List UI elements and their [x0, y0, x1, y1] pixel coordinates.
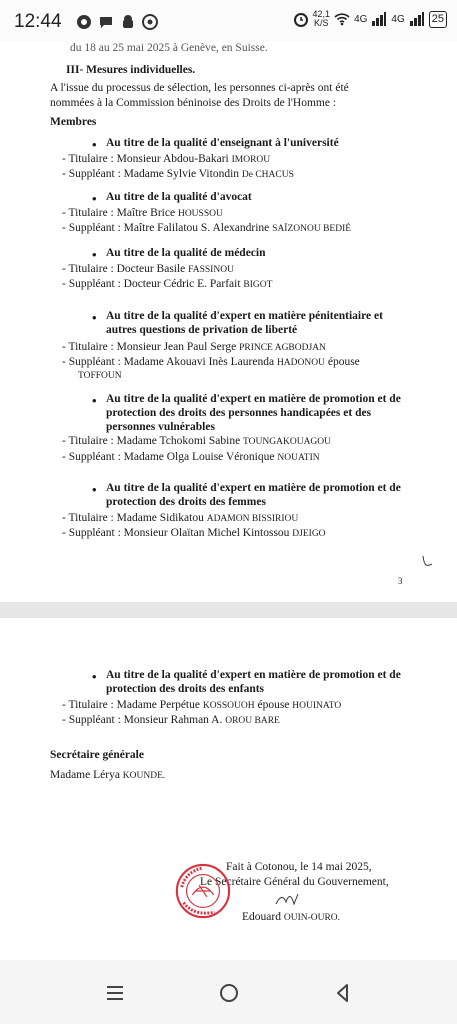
- entry-name: ADAMON BISSIRIOU: [206, 514, 299, 524]
- member-entry: [62, 278, 272, 290]
- whatsapp-icon: [142, 14, 158, 30]
- page-separator: [0, 602, 457, 618]
- entry-label: - Titulaire : Monsieur Jean Paul Serge: [62, 341, 237, 353]
- entry-name: SAÏZONOU BEDIÉ: [272, 224, 352, 234]
- place-date: Fait à Cotonou, le 14 mai 2025,: [226, 861, 372, 873]
- entry-name: KOSSOUOH: [202, 701, 255, 711]
- android-icon: [120, 14, 136, 30]
- entry-label: - Suppléant : Monsieur Rahman A.: [62, 714, 223, 726]
- entry-label: - Suppléant : Monsieur Olaïtan Michel Kintossou: [62, 527, 290, 539]
- entry-label: - Titulaire : Monsieur Abdou-Bakari: [62, 153, 229, 165]
- signature: [272, 888, 312, 908]
- entry-label: - Titulaire : Madame Tchokomi Sabine: [62, 435, 241, 447]
- group-title-penitentiary: • Au titre de la qualité d'expert en matière pénitentiaire et: [106, 310, 383, 322]
- navigation-bar: [0, 960, 457, 1024]
- speed-value: 42,1: [312, 9, 331, 19]
- entry-label: - Suppléant : Madame Sylvie Vitondin: [62, 168, 240, 180]
- speed-unit: K/S: [314, 18, 329, 28]
- intro-line-2: nommées à la Commission béninoise des Droits de l'Homme :: [50, 97, 337, 109]
- network-type-1: 4G: [354, 13, 368, 25]
- entry-name: IMOROU: [231, 155, 271, 165]
- secretary-entry: [50, 769, 165, 781]
- member-entry: [62, 207, 223, 219]
- member-entry: [62, 451, 320, 463]
- group-title-university: • Au titre de la qualité d'enseignant à l'université: [106, 137, 339, 149]
- clock: 12:44: [14, 11, 62, 32]
- member-entry: [62, 699, 341, 711]
- group-title-women: • Au titre de la qualité d'expert en matière de promotion et de: [106, 482, 401, 494]
- member-entry: [62, 168, 294, 180]
- member-entry-cont: TOFFOUN: [78, 371, 122, 381]
- intro-line-1: A l'issue du processus de sélection, les personnes ci-après ont été: [50, 82, 349, 94]
- entry-name: KOUNDE.: [122, 771, 166, 781]
- section-heading: III- Mesures individuelles.: [66, 64, 196, 76]
- member-entry: [62, 222, 351, 234]
- member-entry: [62, 714, 280, 726]
- entry-name: De CHACUS: [241, 170, 294, 180]
- member-entry: [62, 527, 326, 539]
- back-icon[interactable]: [330, 980, 356, 1006]
- entry-label: - Titulaire : Docteur Basile: [62, 263, 186, 275]
- entry-suffix: épouse: [257, 699, 290, 711]
- member-entry: [62, 153, 270, 165]
- entry-name: PRINCE AGBODJAN: [239, 343, 326, 353]
- entry-label: - Suppléant : Madame Akouavi Inès Laurenda: [62, 356, 275, 368]
- signer-last-name: OUIN-OURO.: [283, 913, 341, 923]
- member-entry: [62, 512, 298, 524]
- group-title-disabled: • Au titre de la qualité d'expert en matière de promotion et de: [106, 393, 401, 405]
- group-title-doctor: • Au titre de la qualité de médecin: [106, 247, 266, 259]
- home-icon[interactable]: [216, 980, 242, 1006]
- members-heading: Membres: [50, 116, 97, 128]
- member-entry: [62, 263, 234, 275]
- entry-label: - Titulaire : Maître Brice: [62, 207, 176, 219]
- gallery-icon: [76, 14, 92, 30]
- secretary-heading: Secrétaire générale: [50, 749, 144, 761]
- signer-title: Le Secrétaire Général du Gouvernement,: [200, 876, 389, 888]
- official-stamp: [174, 862, 232, 920]
- group-title-penitentiary-cont: autres questions de privation de liberté: [106, 324, 298, 336]
- network-type-2: 4G: [391, 13, 405, 25]
- entry-name: DJEIGO: [292, 529, 326, 539]
- entry-name: HOUSSOU: [177, 209, 223, 219]
- battery-indicator: 25: [429, 11, 447, 28]
- group-title-women-cont: protection des droits des femmes: [106, 496, 266, 508]
- member-entry: [62, 341, 326, 353]
- entry-name: NOUATIN: [277, 453, 320, 463]
- entry-label: - Suppléant : Madame Olga Louise Véronique: [62, 451, 275, 463]
- signal-icon: [371, 11, 387, 27]
- system-indicators: [293, 10, 447, 28]
- group-title-children-cont: protection des droits des enfants: [106, 683, 265, 695]
- entry-name: HOUINATO: [292, 701, 342, 711]
- entry-name: OROU BARE: [225, 716, 280, 726]
- entry-name: HADONOU: [276, 358, 325, 368]
- entry-label: - Titulaire : Madame Perpétue: [62, 699, 200, 711]
- document-page-3: [0, 42, 457, 602]
- signer-first-name: Edouard: [242, 911, 281, 923]
- entry-name: FASSINOU: [188, 265, 234, 275]
- menu-icon[interactable]: [102, 980, 128, 1006]
- entry-label: - Titulaire : Madame Sidikatou: [62, 512, 204, 524]
- entry-label: - Suppléant : Docteur Cédric E. Parfait: [62, 278, 241, 290]
- alarm-icon: [293, 11, 309, 27]
- entry-name: TOUNGAKOUAGOU: [243, 437, 332, 447]
- cut-line: du 18 au 25 mai 2025 à Genève, en Suisse.: [70, 42, 268, 54]
- entry-suffix: épouse: [327, 356, 360, 368]
- entry-label: Madame Lérya: [50, 769, 120, 781]
- network-speed: [313, 10, 331, 28]
- signal-icon-2: [409, 11, 425, 27]
- entry-name: BIGOT: [243, 280, 273, 290]
- group-title-lawyer: • Au titre de la qualité d'avocat: [106, 191, 252, 203]
- chat-icon: [98, 14, 114, 30]
- group-title-disabled-cont: protection des droits des personnes handicapées et des: [106, 407, 372, 419]
- page-number: 3: [398, 576, 403, 586]
- group-title-children: • Au titre de la qualité d'expert en matière de promotion et de: [106, 669, 401, 681]
- group-title-disabled-cont2: personnes vulnérables: [106, 421, 215, 433]
- member-entry: [62, 356, 360, 368]
- member-entry: [62, 435, 331, 447]
- entry-label: - Suppléant : Maître Falilatou S. Alexandrine: [62, 222, 270, 234]
- initial-mark: [420, 554, 434, 568]
- signer-name: [242, 911, 340, 923]
- notification-icons: [76, 14, 158, 30]
- wifi-icon: [334, 11, 350, 27]
